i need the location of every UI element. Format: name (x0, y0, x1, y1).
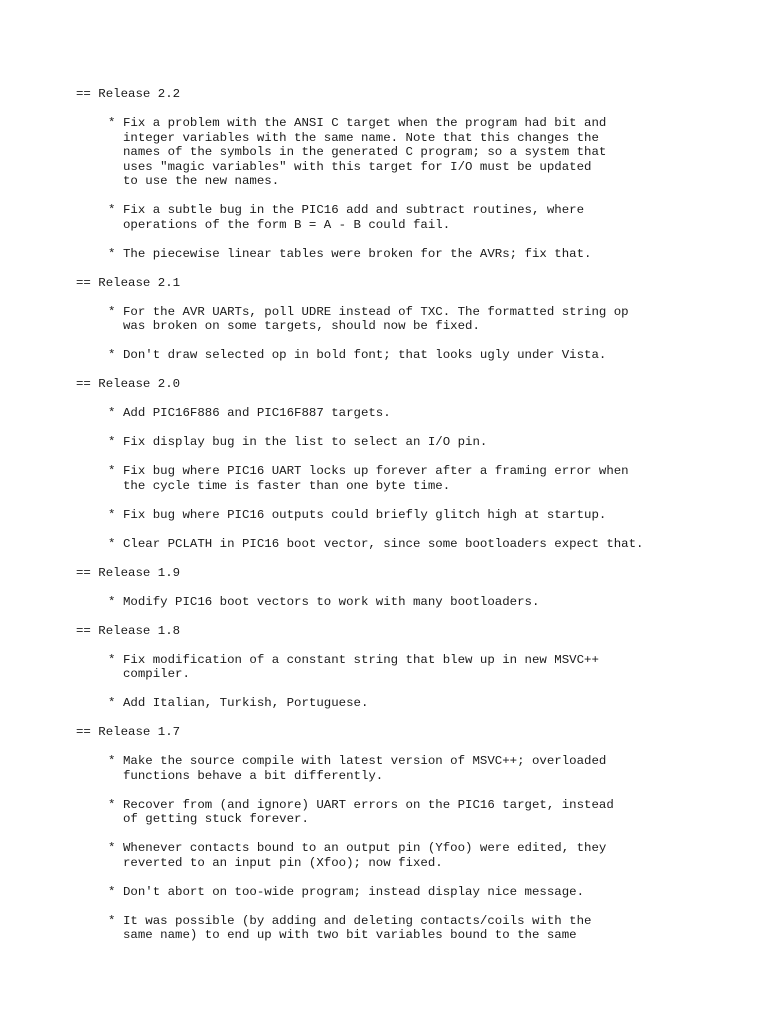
item-text: Fix bug where PIC16 outputs could briefly glitch high at startup. (123, 507, 607, 522)
bullet-marker: * (108, 464, 116, 478)
release-items (76, 653, 756, 711)
item-text: Add Italian, Turkish, Portuguese. (123, 696, 369, 710)
release-section (76, 276, 756, 363)
changelog-item (108, 595, 756, 610)
item-text: The piecewise linear tables were broken for the AVRs; fix that. (123, 246, 592, 261)
bullet-marker: * (108, 652, 116, 667)
item-text: Fix a problem with the ANSI C target when the program had bit and integer variables with the same name. Note that this changes the names of the symbols in the generated C program; so a system that uses "magic variables" with this target for I/O must be updated to use the new names. (123, 116, 607, 188)
bullet-marker: * (108, 754, 116, 768)
item-text: Make the source compile with latest version of MSVC++; overloaded functions behave a bit differently. (123, 754, 607, 783)
item-text: Recover from (and ignore) UART errors on the PIC16 target, instead of getting stuck forever. (123, 797, 614, 826)
changelog-item (108, 841, 756, 870)
release-heading: == Release 2.1 (76, 275, 181, 290)
changelog-item (108, 406, 756, 421)
release-items (76, 305, 756, 363)
changelog-item (108, 305, 756, 334)
item-text: Modify PIC16 boot vectors to work with many bootloaders. (123, 594, 540, 609)
changelog-item (108, 537, 756, 552)
release-items (76, 754, 756, 943)
release-section (76, 725, 756, 943)
changelog-item (108, 885, 756, 900)
item-text: Fix a subtle bug in the PIC16 add and subtract routines, where operations of the form B = A - B could fail. (123, 203, 585, 232)
bullet-marker: * (108, 884, 116, 899)
release-section (76, 624, 756, 711)
bullet-marker: * (108, 696, 116, 710)
bullet-marker: * (108, 797, 116, 812)
release-heading: == Release 1.7 (76, 725, 181, 739)
item-text: Fix bug where PIC16 UART locks up forever after a framing error when the cycle time is faster than one byte time. (123, 464, 629, 493)
release-section (76, 566, 756, 610)
release-section (76, 87, 756, 261)
bullet-marker: * (108, 913, 116, 928)
bullet-marker: * (108, 435, 116, 449)
changelog-item (108, 653, 756, 682)
release-heading: == Release 2.0 (76, 377, 181, 391)
release-section (76, 377, 756, 551)
release-heading: == Release 2.2 (76, 87, 181, 101)
release-items (76, 595, 756, 610)
item-text: For the AVR UARTs, poll UDRE instead of TXC. The formatted string op was broken on some targets, should now be fixed. (123, 304, 629, 333)
changelog-item (108, 754, 756, 783)
item-text: Don't abort on too-wide program; instead display nice message. (123, 884, 585, 899)
bullet-marker: * (108, 116, 116, 130)
changelog-item (108, 798, 756, 827)
item-text: Clear PCLATH in PIC16 boot vector, since some bootloaders expect that. (123, 536, 644, 551)
item-text: Fix modification of a constant string that blew up in new MSVC++ compiler. (123, 652, 599, 681)
bullet-marker: * (108, 536, 116, 551)
release-items (76, 116, 756, 261)
bullet-marker: * (108, 203, 116, 217)
item-text: Add PIC16F886 and PIC16F887 targets. (123, 406, 391, 420)
bullet-marker: * (108, 406, 116, 420)
item-text: Don't draw selected op in bold font; that looks ugly under Vista. (123, 348, 607, 362)
changelog-item (108, 203, 756, 232)
bullet-marker: * (108, 841, 116, 855)
changelog-item (108, 247, 756, 262)
changelog-item (108, 435, 756, 450)
release-heading: == Release 1.8 (76, 623, 181, 638)
bullet-marker: * (108, 304, 116, 319)
item-text: It was possible (by adding and deleting contacts/coils with the same name) to end up with two bit variables bound to the same (123, 913, 592, 942)
release-items (76, 406, 756, 551)
bullet-marker: * (108, 348, 116, 362)
changelog-item (108, 348, 756, 363)
bullet-marker: * (108, 507, 116, 522)
changelog-text (76, 87, 756, 943)
changelog-item (108, 508, 756, 523)
changelog-item (108, 464, 756, 493)
bullet-marker: * (108, 594, 116, 609)
changelog-item (108, 914, 756, 943)
item-text: Fix display bug in the list to select an I/O pin. (123, 435, 488, 449)
release-heading: == Release 1.9 (76, 565, 181, 580)
changelog-item (108, 696, 756, 711)
bullet-marker: * (108, 246, 116, 261)
item-text: Whenever contacts bound to an output pin (Yfoo) were edited, they reverted to an input pin (Xfoo); now fixed. (123, 841, 607, 870)
changelog-item (108, 116, 756, 189)
